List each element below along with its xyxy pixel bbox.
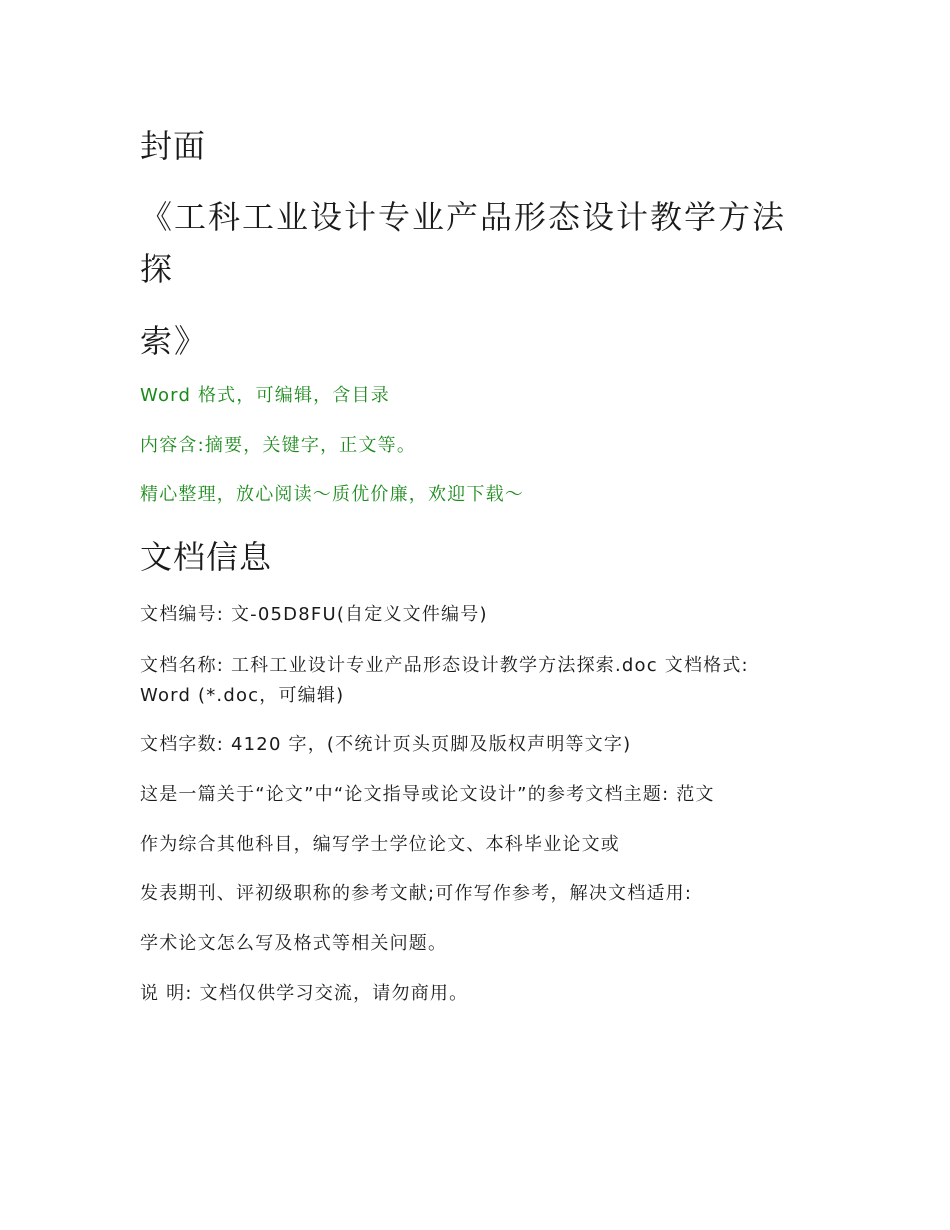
promo-line-download: 精心整理，放心阅读～质优价廉，欢迎下载～	[140, 484, 524, 505]
document-title-line-1: 《工科工业设计专业产品形态设计教学方法	[140, 198, 787, 236]
doc-info-heading: 文档信息	[140, 538, 273, 576]
doc-info-usage-3: 学术论文怎么写及格式等相关问题。	[140, 933, 448, 954]
document-title-line-2: 探	[140, 250, 175, 288]
doc-info-usage-2: 发表期刊、评初级职称的参考文献;可作写作参考，解决文档适用:	[140, 883, 693, 904]
document-title-line-3: 索》	[140, 322, 209, 360]
doc-info-number: 文档编号: 文-05D8FU(自定义文件编号)	[140, 604, 488, 625]
doc-info-note: 说 明: 文档仅供学习交流，请勿商用。	[140, 983, 469, 1004]
doc-info-name: 文档名称: 工科工业设计专业产品形态设计教学方法探索.doc 文档格式:	[140, 655, 749, 676]
doc-info-topic: 这是一篇关于“论文”中“论文指导或论文设计”的参考文档主题: 范文	[140, 784, 715, 805]
promo-line-contents: 内容含:摘要，关键字，正文等。	[140, 435, 417, 456]
cover-heading: 封面	[140, 127, 207, 165]
doc-info-format: Word (*.doc，可编辑)	[140, 685, 345, 706]
doc-info-usage-1: 作为综合其他科目，编写学士学位论文、本科毕业论文或	[140, 834, 620, 855]
promo-line-format: Word 格式，可编辑，含目录	[140, 385, 390, 406]
doc-info-wordcount: 文档字数: 4120 字，(不统计页头页脚及版权声明等文字)	[140, 734, 632, 755]
